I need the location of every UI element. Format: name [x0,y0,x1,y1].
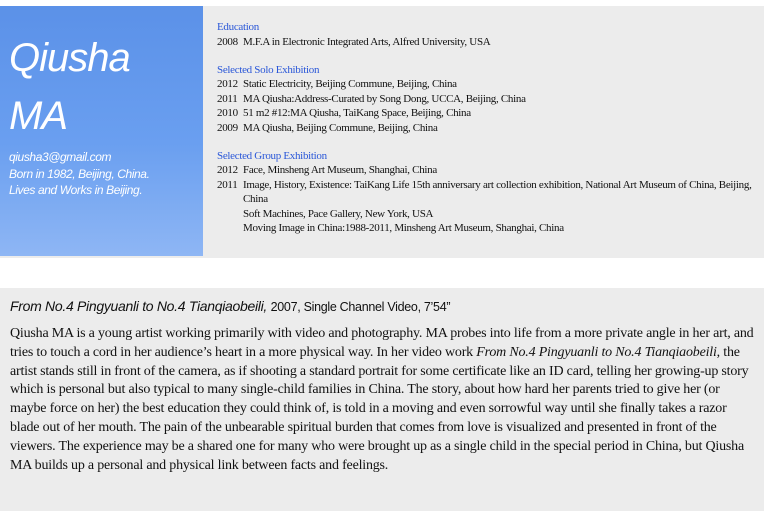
description-work-reference: From No.4 Pingyuanli to No.4 Tianqiaobeili [476,344,717,360]
work-description [10,325,756,475]
group-exhibition-item [217,163,757,178]
education-year: 2008 [217,35,238,48]
solo-text: 51 m2 #12:MA Qiusha, TaiKang Space, Beijing, China [243,107,471,119]
solo-exhibition-item [217,106,757,121]
solo-exhibition-heading: Selected Solo Exhibition [217,63,320,76]
group-text: Image, History, Existence: TaiKang Life 15th anniversary art collection exhibition, National Art Museum of China, Beijing, China [243,178,752,205]
group-text: Face, Minsheng Art Museum, Shanghai, China [243,164,437,176]
artist-residence: Lives and Works in Beijing. [9,183,143,197]
artist-email[interactable]: qiusha3@gmail.com [9,150,112,164]
solo-year: 2009 [217,121,238,134]
solo-year: 2011 [217,92,238,105]
solo-year: 2010 [217,107,238,119]
group-exhibition-heading: Selected Group Exhibition [217,149,327,162]
cv-list [217,20,757,236]
description-part-1: Qiusha MA is a young artist working primarily with video and photography. MA probes into life from a more private angle in her art, and tries to touch a cord in her audience’s heart in a more physical way. In her video work [10,326,754,360]
group-text: Soft Machines, Pace Gallery, New York, USA [243,207,434,220]
work-meta: 2007, Single Channel Video, 7’54” [270,300,451,314]
artist-name-card [0,6,203,256]
solo-exhibition-item [217,92,757,107]
group-exhibition-item [217,207,757,222]
solo-exhibition-item [217,121,757,136]
solo-text: MA Qiusha:Address-Curated by Song Dong, UCCA, Beijing, China [243,92,526,105]
group-exhibition-item [217,178,757,207]
work-title [10,298,450,314]
group-year [217,207,243,222]
group-year: 2011 [217,178,238,191]
solo-text: Static Electricity, Beijing Commune, Beijing, China [243,78,457,90]
group-year [217,221,243,236]
solo-year: 2012 [217,78,238,90]
education-item [217,35,757,50]
group-text: Moving Image in China:1988-2011, Minsheng Art Museum, Shanghai, China [243,222,564,234]
artist-first-name: Qiusha [9,36,130,80]
solo-text: MA Qiusha, Beijing Commune, Beijing, China [243,121,438,134]
education-heading: Education [217,21,259,33]
artist-last-name: MA [9,94,67,138]
education-text: M.F.A in Electronic Integrated Arts, Alfred University, USA [243,35,491,48]
solo-exhibition-item [217,77,757,92]
artist-info [9,149,150,199]
artist-birth: Born in 1982, Beijing, China. [9,166,150,181]
work-title-text: From No.4 Pingyuanli to No.4 Tianqiaobeili, [10,298,268,314]
group-year: 2012 [217,164,238,176]
description-part-2: , the artist stands still in front of the camera, as if shooting a standard portrait for some certificate like an ID card, telling her growing-up story which is personal but also typical to many single-child families in China. The story, about how hard her parents tried to give her (or maybe force on her) the best education they could think of, is told in a moving and even sorrowful way until she finally takes a razor blade out of her mouth. The pain of the unbearable spiritual burden that comes from love is visualized and presented in front of the viewers. The experience may be a shared one for many who were brought up as a single child in the special period in China, but Qiusha MA builds up a personal and physical link between facts and feelings. [10,344,749,473]
group-exhibition-item [217,221,757,236]
